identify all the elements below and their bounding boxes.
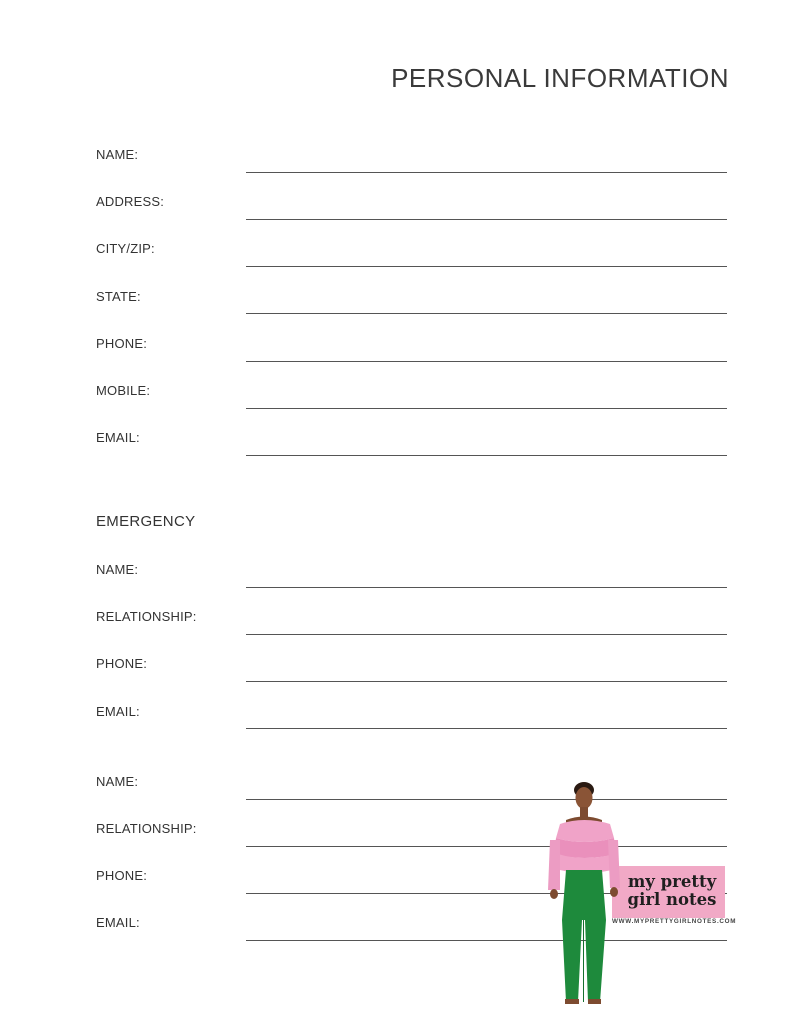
name-label: NAME: <box>96 147 139 162</box>
emergency-2-name-field[interactable] <box>246 799 727 800</box>
page-title: PERSONAL INFORMATION <box>391 63 729 94</box>
brand-url: WWW.MYPRETTYGIRLNOTES.COM <box>612 918 737 925</box>
emergency-1-phone-field[interactable] <box>246 681 727 682</box>
emergency-2-phone-label: PHONE: <box>96 868 148 883</box>
emergency-2-relationship-label: RELATIONSHIP: <box>96 821 197 836</box>
city-zip-label: CITY/ZIP: <box>96 241 155 256</box>
emergency-1-name-label: NAME: <box>96 562 139 577</box>
city-zip-field[interactable] <box>246 266 727 267</box>
emergency-heading: EMERGENCY <box>96 513 196 530</box>
emergency-2-name-label: NAME: <box>96 774 139 789</box>
brand-logo-text <box>620 873 724 909</box>
emergency-2-email-field[interactable] <box>246 940 727 941</box>
emergency-2-relationship-field[interactable] <box>246 846 727 847</box>
emergency-2-email-label: EMAIL: <box>96 915 140 930</box>
phone-field[interactable] <box>246 361 727 362</box>
emergency-1-relationship-label: RELATIONSHIP: <box>96 609 197 624</box>
brand-line-1: my pretty <box>627 872 717 891</box>
emergency-1-relationship-field[interactable] <box>246 634 727 635</box>
name-field[interactable] <box>246 172 727 173</box>
email-label: EMAIL: <box>96 430 140 445</box>
emergency-1-phone-label: PHONE: <box>96 656 148 671</box>
fashion-figure-illustration <box>542 780 624 1006</box>
address-label: ADDRESS: <box>96 194 165 209</box>
state-label: STATE: <box>96 289 141 304</box>
mobile-label: MOBILE: <box>96 383 151 398</box>
phone-label: PHONE: <box>96 336 148 351</box>
address-field[interactable] <box>246 219 727 220</box>
emergency-1-email-field[interactable] <box>246 728 727 729</box>
state-field[interactable] <box>246 313 727 314</box>
email-field[interactable] <box>246 455 727 456</box>
mobile-field[interactable] <box>246 408 727 409</box>
emergency-1-name-field[interactable] <box>246 587 727 588</box>
emergency-1-email-label: EMAIL: <box>96 704 140 719</box>
brand-line-2: girl notes <box>627 890 717 909</box>
